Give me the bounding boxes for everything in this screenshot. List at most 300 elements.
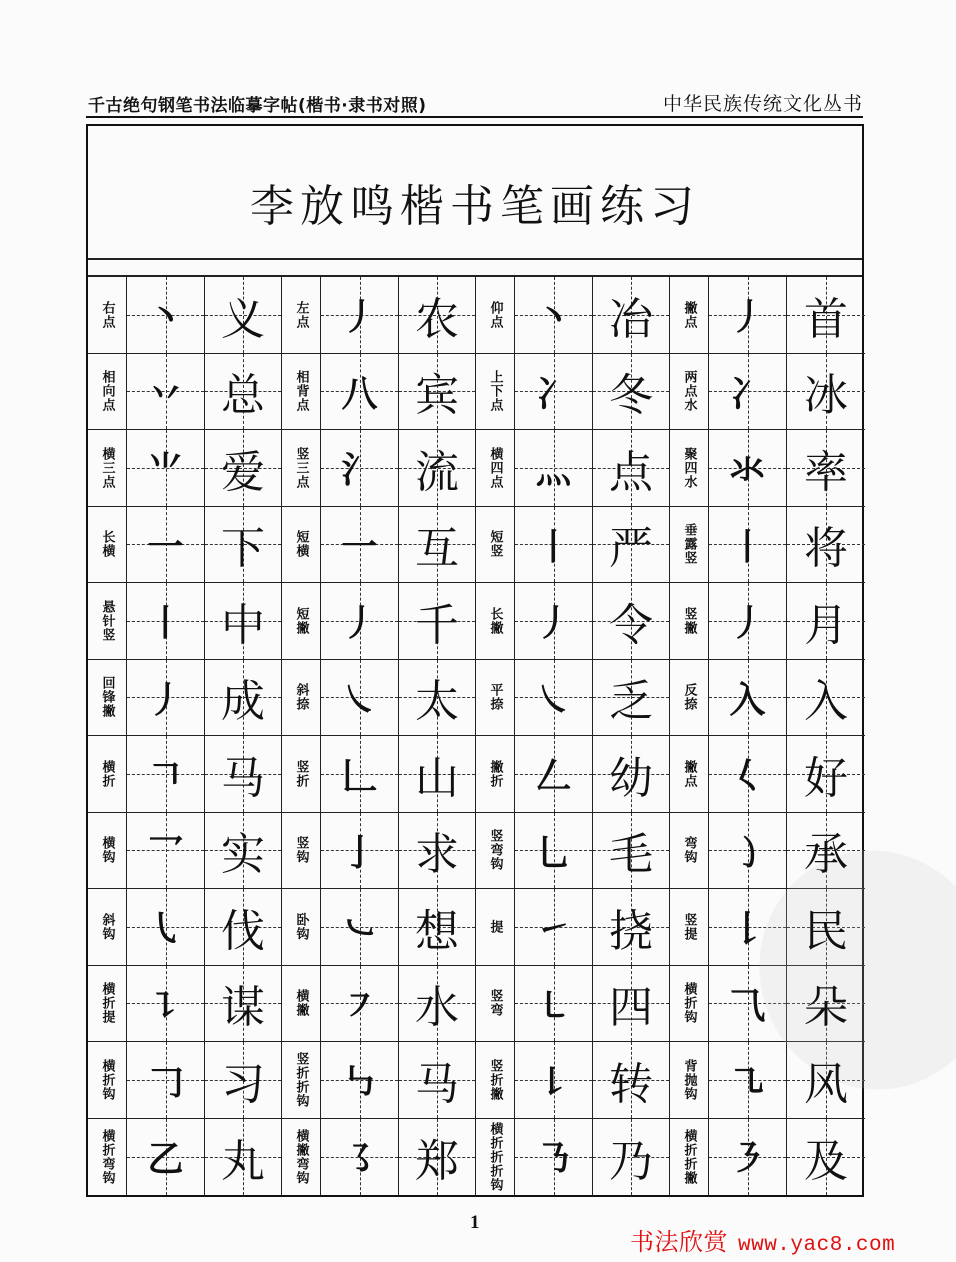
stroke-name-label: 长撇 — [487, 606, 503, 635]
character-practice-box — [205, 889, 282, 966]
character-practice-box — [205, 1119, 282, 1196]
stroke-practice-box — [709, 507, 787, 584]
stroke-glyph: 丨 — [729, 525, 766, 568]
example-character: 四 — [609, 982, 653, 1034]
stroke-practice-box — [127, 1119, 205, 1196]
example-character: 马 — [415, 1058, 459, 1110]
character-practice-box — [205, 660, 282, 737]
stroke-glyph: 八 — [341, 372, 378, 415]
stroke-practice-box — [515, 813, 593, 890]
stroke-name-label: 横折提 — [99, 982, 115, 1025]
stroke-practice-box — [127, 813, 205, 890]
example-character: 马 — [221, 752, 265, 804]
series-title: 中华民族传统文化丛书 — [662, 93, 863, 115]
character-practice-box — [399, 430, 476, 507]
stroke-practice-box — [127, 354, 205, 431]
stroke-practice-box — [709, 1119, 787, 1196]
character-practice-box — [205, 507, 282, 584]
stroke-practice-box — [515, 660, 593, 737]
stroke-name-label: 竖弯钩 — [487, 829, 503, 872]
example-character: 风 — [804, 1058, 848, 1110]
stroke-label-cell — [670, 430, 709, 507]
stroke-glyph: 乙 — [147, 1138, 184, 1181]
example-character: 谋 — [221, 982, 265, 1034]
stroke-label-cell — [670, 966, 709, 1043]
stroke-glyph: 亅 — [341, 831, 378, 874]
character-practice-box — [593, 354, 670, 431]
stroke-practice-box — [321, 660, 399, 737]
stroke-glyph: 丶 — [147, 296, 184, 339]
stroke-practice-box — [515, 430, 593, 507]
stroke-name-label: 横折折撇 — [681, 1128, 697, 1185]
site-watermark — [630, 1222, 895, 1257]
stroke-label-cell — [282, 736, 321, 813]
example-character: 月 — [804, 599, 848, 651]
stroke-label-cell — [476, 966, 515, 1043]
example-character: 转 — [609, 1058, 653, 1110]
stroke-glyph: 入 — [729, 678, 766, 721]
example-character: 成 — [221, 676, 265, 728]
stroke-name-label: 竖提 — [681, 912, 697, 941]
stroke-practice-box — [321, 1042, 399, 1119]
watermark-url: www.yac8.com — [738, 1234, 896, 1257]
stroke-glyph: 𠃍 — [147, 755, 184, 798]
stroke-label-cell — [282, 966, 321, 1043]
stroke-label-cell — [88, 813, 127, 890]
character-practice-box — [399, 736, 476, 813]
stroke-glyph: 丿 — [535, 602, 572, 645]
stroke-name-label: 仰点 — [487, 300, 503, 329]
example-character: 宾 — [415, 370, 459, 422]
stroke-name-label: 竖折 — [293, 759, 309, 788]
character-practice-box — [593, 966, 670, 1043]
stroke-practice-box — [321, 889, 399, 966]
stroke-glyph: ㇌ — [341, 1138, 378, 1181]
stroke-name-label: 竖弯 — [487, 989, 503, 1018]
stroke-label-cell — [88, 583, 127, 660]
stroke-glyph: 丷 — [147, 372, 184, 415]
stroke-label-cell — [670, 813, 709, 890]
running-header — [86, 88, 863, 118]
stroke-practice-box — [321, 507, 399, 584]
stroke-label-cell — [476, 507, 515, 584]
character-practice-box — [399, 889, 476, 966]
stroke-name-label: 上下点 — [487, 370, 503, 413]
example-character: 朵 — [804, 982, 848, 1034]
example-character: 求 — [415, 829, 459, 881]
stroke-glyph: ㇃ — [341, 908, 378, 951]
stroke-practice-box — [515, 1119, 593, 1196]
stroke-label-cell — [476, 1042, 515, 1119]
character-practice-box — [787, 736, 865, 813]
character-practice-box — [205, 430, 282, 507]
character-practice-box — [399, 507, 476, 584]
stroke-label-cell — [282, 889, 321, 966]
stroke-practice-box — [515, 736, 593, 813]
stroke-glyph: ㇇ — [341, 984, 378, 1027]
stroke-grid — [88, 277, 862, 1195]
character-practice-box — [399, 277, 476, 354]
stroke-practice-box — [709, 966, 787, 1043]
stroke-practice-box — [127, 1042, 205, 1119]
stroke-practice-box — [515, 583, 593, 660]
stroke-practice-box — [321, 430, 399, 507]
stroke-glyph: 冫 — [535, 372, 572, 415]
example-character: 冬 — [609, 370, 653, 422]
series-subtitle: 千古绝句钢笔书法临摹字帖(楷书·隶书对照) — [88, 96, 427, 116]
stroke-name-label: 横折弯钩 — [99, 1128, 115, 1185]
stroke-glyph: ㇊ — [147, 984, 184, 1027]
example-character: 流 — [415, 446, 459, 498]
character-practice-box — [205, 354, 282, 431]
stroke-glyph: 一 — [341, 525, 378, 568]
stroke-glyph: 丿 — [341, 602, 378, 645]
stroke-practice-box — [709, 736, 787, 813]
stroke-name-label: 横折折折钩 — [487, 1121, 503, 1192]
stroke-practice-box — [709, 660, 787, 737]
stroke-name-label: 横三点 — [99, 446, 115, 489]
stroke-name-label: 竖钩 — [293, 836, 309, 865]
example-character: 及 — [804, 1135, 848, 1187]
stroke-name-label: 横折 — [99, 759, 115, 788]
stroke-glyph: 乚 — [535, 831, 572, 874]
character-practice-box — [787, 660, 865, 737]
stroke-practice-box — [321, 583, 399, 660]
example-character: 丸 — [221, 1135, 265, 1187]
stroke-glyph: 𡿨 — [729, 755, 766, 798]
stroke-glyph: 丨 — [147, 602, 184, 645]
character-practice-box — [787, 507, 865, 584]
character-practice-box — [399, 813, 476, 890]
character-practice-box — [787, 354, 865, 431]
stroke-name-label: 短横 — [293, 530, 309, 559]
character-practice-box — [593, 889, 670, 966]
character-practice-box — [205, 583, 282, 660]
character-practice-box — [399, 660, 476, 737]
character-practice-box — [593, 1042, 670, 1119]
stroke-practice-box — [709, 430, 787, 507]
stroke-practice-box — [127, 736, 205, 813]
stroke-label-cell — [88, 354, 127, 431]
character-practice-box — [593, 277, 670, 354]
stroke-name-label: 横撇 — [293, 989, 309, 1018]
stroke-glyph: ㇂ — [147, 908, 184, 951]
stroke-practice-box — [709, 889, 787, 966]
stroke-label-cell — [282, 507, 321, 584]
stroke-name-label: 撇点 — [681, 300, 697, 329]
character-practice-box — [205, 1042, 282, 1119]
page-number: 1 — [470, 1212, 480, 1233]
character-practice-box — [593, 660, 670, 737]
page-title: 李放鸣楷书笔画练习 — [250, 181, 700, 232]
stroke-glyph: 乛 — [147, 831, 184, 874]
character-practice-box — [593, 813, 670, 890]
stroke-name-label: 横撇弯钩 — [293, 1128, 309, 1185]
stroke-name-label: 两点水 — [681, 370, 697, 413]
stroke-label-cell — [282, 354, 321, 431]
stroke-name-label: 斜钩 — [99, 912, 115, 941]
character-practice-box — [787, 1119, 865, 1196]
stroke-label-cell — [476, 889, 515, 966]
character-practice-box — [205, 966, 282, 1043]
character-practice-box — [787, 813, 865, 890]
stroke-label-cell — [476, 1119, 515, 1196]
example-character: 水 — [415, 982, 459, 1034]
stroke-label-cell — [88, 736, 127, 813]
stroke-glyph: ㇡ — [535, 1138, 572, 1181]
stroke-label-cell — [282, 583, 321, 660]
stroke-label-cell — [88, 889, 127, 966]
example-character: 入 — [804, 676, 848, 728]
stroke-glyph: ㇏ — [341, 678, 378, 721]
example-character: 承 — [804, 829, 848, 881]
stroke-label-cell — [670, 277, 709, 354]
example-character: 严 — [609, 523, 653, 575]
stroke-name-label: 竖撇 — [681, 606, 697, 635]
stroke-label-cell — [670, 507, 709, 584]
stroke-practice-box — [321, 354, 399, 431]
stroke-practice-box — [515, 966, 593, 1043]
stroke-name-label: 相背点 — [293, 370, 309, 413]
stroke-label-cell — [282, 813, 321, 890]
stroke-practice-box — [709, 583, 787, 660]
example-character: 山 — [415, 752, 459, 804]
stroke-label-cell — [670, 660, 709, 737]
example-character: 千 — [415, 599, 459, 651]
stroke-label-cell — [670, 1119, 709, 1196]
stroke-label-cell — [282, 1119, 321, 1196]
example-character: 冰 — [804, 370, 848, 422]
stroke-label-cell — [670, 583, 709, 660]
stroke-glyph: 氺 — [729, 449, 766, 492]
example-character: 下 — [221, 523, 265, 575]
stroke-name-label: 右点 — [99, 300, 115, 329]
stroke-practice-box — [515, 507, 593, 584]
stroke-practice-box — [127, 277, 205, 354]
stroke-glyph: ㇋ — [729, 1138, 766, 1181]
character-practice-box — [399, 966, 476, 1043]
stroke-glyph: 丿 — [729, 602, 766, 645]
stroke-name-label: 斜捺 — [293, 683, 309, 712]
stroke-name-label: 撇点 — [681, 759, 697, 788]
example-character: 义 — [221, 293, 265, 345]
stroke-label-cell — [670, 1042, 709, 1119]
stroke-practice-box — [127, 660, 205, 737]
stroke-name-label: 竖折撇 — [487, 1058, 503, 1101]
stroke-name-label: 短竖 — [487, 530, 503, 559]
stroke-name-label: 左点 — [293, 300, 309, 329]
character-practice-box — [787, 583, 865, 660]
stroke-glyph: 丶 — [535, 296, 572, 339]
stroke-practice-box — [127, 507, 205, 584]
stroke-name-label: 横折钩 — [681, 982, 697, 1025]
example-character: 挠 — [609, 905, 653, 957]
stroke-practice-box — [709, 277, 787, 354]
stroke-name-label: 横四点 — [487, 446, 503, 489]
example-character: 伐 — [221, 905, 265, 957]
stroke-name-label: 卧钩 — [293, 912, 309, 941]
stroke-glyph: ㇈ — [729, 1061, 766, 1104]
stroke-name-label: 撇折 — [487, 759, 503, 788]
stroke-glyph: 冫 — [729, 372, 766, 415]
stroke-practice-box — [515, 354, 593, 431]
stroke-label-cell — [476, 354, 515, 431]
stroke-practice-box — [321, 813, 399, 890]
stroke-name-label: 横钩 — [99, 836, 115, 865]
stroke-practice-box — [127, 966, 205, 1043]
example-character: 中 — [221, 599, 265, 651]
stroke-name-label: 平捺 — [487, 683, 503, 712]
stroke-glyph: 𠄌 — [729, 908, 766, 951]
stroke-name-label: 短撇 — [293, 606, 309, 635]
example-character: 乏 — [609, 676, 653, 728]
stroke-name-label: 提 — [487, 919, 503, 934]
character-practice-box — [205, 277, 282, 354]
stroke-glyph: 𠃋 — [535, 755, 572, 798]
character-practice-box — [787, 1042, 865, 1119]
character-practice-box — [399, 1042, 476, 1119]
stroke-glyph: ㇀ — [535, 908, 572, 951]
stroke-label-cell — [282, 430, 321, 507]
stroke-glyph: ㇁ — [729, 831, 766, 874]
stroke-name-label: 长横 — [99, 530, 115, 559]
stroke-glyph: 𠃌 — [147, 1061, 184, 1104]
stroke-glyph: 氵 — [341, 449, 378, 492]
stroke-label-cell — [670, 736, 709, 813]
stroke-name-label: 悬针竖 — [99, 599, 115, 642]
stroke-practice-box — [515, 277, 593, 354]
stroke-name-label: 回锋撇 — [99, 676, 115, 719]
stroke-label-cell — [476, 277, 515, 354]
character-practice-box — [787, 889, 865, 966]
stroke-label-cell — [88, 1042, 127, 1119]
example-character: 点 — [609, 446, 653, 498]
example-character: 太 — [415, 676, 459, 728]
stroke-label-cell — [88, 1119, 127, 1196]
character-practice-box — [787, 277, 865, 354]
stroke-label-cell — [88, 660, 127, 737]
stroke-glyph: ㇄ — [535, 984, 572, 1027]
stroke-name-label: 相向点 — [99, 370, 115, 413]
stroke-glyph: 灬 — [535, 449, 572, 492]
stroke-glyph: 丿 — [147, 678, 184, 721]
stroke-label-cell — [670, 889, 709, 966]
example-character: 郑 — [415, 1135, 459, 1187]
example-character: 将 — [804, 523, 848, 575]
stroke-label-cell — [282, 660, 321, 737]
stroke-name-label: 背抛钩 — [681, 1058, 697, 1101]
example-character: 习 — [221, 1058, 265, 1110]
stroke-label-cell — [282, 277, 321, 354]
stroke-practice-box — [709, 1042, 787, 1119]
stroke-practice-box — [321, 736, 399, 813]
stroke-practice-box — [709, 354, 787, 431]
stroke-label-cell — [670, 354, 709, 431]
example-character: 幼 — [609, 752, 653, 804]
stroke-practice-box — [321, 1119, 399, 1196]
stroke-glyph: ㇙ — [535, 1061, 572, 1104]
stroke-name-label: 竖折折钩 — [293, 1051, 309, 1108]
character-practice-box — [593, 1119, 670, 1196]
character-practice-box — [593, 430, 670, 507]
character-practice-box — [787, 430, 865, 507]
character-practice-box — [593, 583, 670, 660]
example-character: 首 — [804, 293, 848, 345]
example-character: 毛 — [609, 829, 653, 881]
stroke-name-label: 反捺 — [681, 683, 697, 712]
stroke-practice-box — [127, 889, 205, 966]
character-practice-box — [399, 583, 476, 660]
example-character: 民 — [804, 905, 848, 957]
watermark-text: 书法欣赏 — [630, 1228, 728, 1256]
stroke-glyph: 一 — [147, 525, 184, 568]
stroke-practice-box — [127, 430, 205, 507]
character-practice-box — [593, 507, 670, 584]
character-practice-box — [399, 1119, 476, 1196]
stroke-label-cell — [476, 430, 515, 507]
title-band — [88, 126, 862, 260]
example-character: 令 — [609, 599, 653, 651]
stroke-label-cell — [282, 1042, 321, 1119]
stroke-label-cell — [476, 660, 515, 737]
stroke-label-cell — [476, 583, 515, 660]
stroke-practice-box — [321, 966, 399, 1043]
stroke-glyph: 丿 — [341, 296, 378, 339]
stroke-label-cell — [476, 736, 515, 813]
example-character: 爱 — [221, 446, 265, 498]
stroke-practice-box — [515, 889, 593, 966]
stroke-glyph: 𠃊 — [341, 755, 378, 798]
stroke-label-cell — [88, 277, 127, 354]
stroke-name-label: 竖三点 — [293, 446, 309, 489]
stroke-practice-box — [127, 583, 205, 660]
character-practice-box — [593, 736, 670, 813]
stroke-label-cell — [88, 430, 127, 507]
stroke-glyph: 丨 — [535, 525, 572, 568]
character-practice-box — [399, 354, 476, 431]
character-practice-box — [787, 966, 865, 1043]
example-character: 想 — [415, 905, 459, 957]
stroke-name-label: 横折钩 — [99, 1058, 115, 1101]
example-character: 乃 — [609, 1135, 653, 1187]
example-character: 好 — [804, 752, 848, 804]
character-practice-box — [205, 736, 282, 813]
example-character: 冶 — [609, 293, 653, 345]
stroke-label-cell — [88, 507, 127, 584]
stroke-glyph: ㇏ — [535, 678, 572, 721]
stroke-name-label: 垂露竖 — [681, 523, 697, 566]
stroke-practice-box — [709, 813, 787, 890]
example-character: 总 — [221, 370, 265, 422]
stroke-name-label: 聚四水 — [681, 446, 697, 489]
practice-sheet — [86, 124, 864, 1197]
stroke-glyph: ⺄ — [729, 984, 766, 1027]
character-practice-box — [205, 813, 282, 890]
stroke-practice-box — [321, 277, 399, 354]
example-character: 农 — [415, 293, 459, 345]
stroke-practice-box — [515, 1042, 593, 1119]
stroke-glyph: ㇉ — [341, 1061, 378, 1104]
example-character: 率 — [804, 446, 848, 498]
stroke-name-label: 弯钩 — [681, 836, 697, 865]
divider-band — [88, 260, 862, 277]
example-character: 实 — [221, 829, 265, 881]
stroke-glyph: ⺌ — [147, 449, 184, 492]
stroke-glyph: 丿 — [729, 296, 766, 339]
example-character: 互 — [415, 523, 459, 575]
stroke-label-cell — [88, 966, 127, 1043]
stroke-label-cell — [476, 813, 515, 890]
